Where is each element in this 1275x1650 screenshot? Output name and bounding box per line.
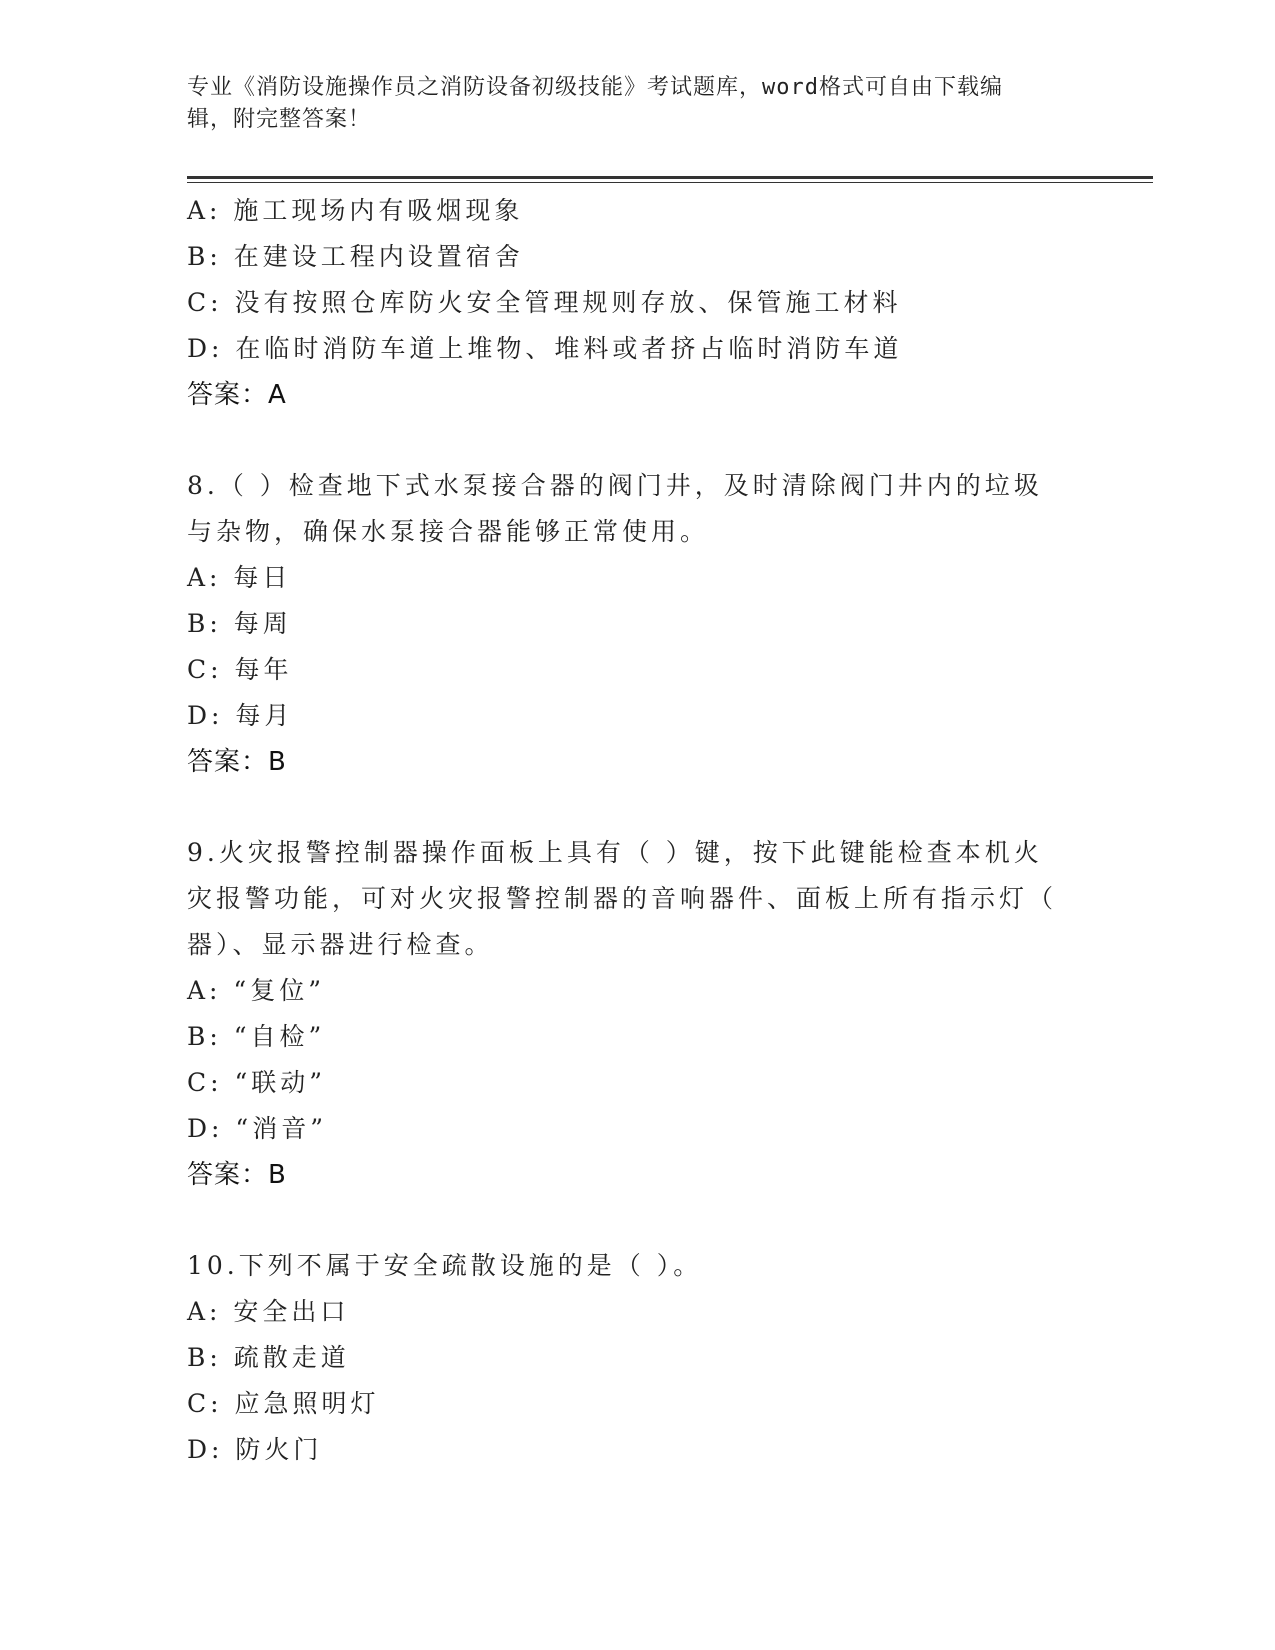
spacer — [187, 1198, 1067, 1243]
option-d: D: 每月 — [187, 701, 294, 730]
answer-line: 答案：B — [187, 747, 287, 777]
question-stem-line: 8.（ ）检查地下式水泵接合器的阀门井，及时清除阀门井内的垃圾 — [187, 471, 1043, 500]
question-stem-line: 与杂物，确保水泵接合器能够正常使用。 — [187, 517, 710, 546]
answer-line: 答案：B — [187, 1160, 287, 1190]
spacer — [187, 785, 1067, 830]
option-d: D: 防火门 — [187, 1435, 323, 1464]
question-stem-line: 器）、显示器进行检查。 — [187, 930, 494, 959]
option-b: B: 每周 — [187, 609, 292, 638]
document-header — [187, 72, 1067, 136]
option-b: B: 疏散走道 — [187, 1343, 350, 1372]
option-c: C: “联动” — [187, 1068, 327, 1097]
option-b: B: “自检” — [187, 1022, 326, 1051]
header-line-1: 专业《消防设施操作员之消防设备初级技能》考试题库，word格式可自由下载编 — [187, 75, 1003, 100]
question-10 — [187, 1243, 1067, 1473]
option-a: A: 每日 — [187, 563, 292, 592]
option-d: D: 在临时消防车道上堆物、堆料或者挤占临时消防车道 — [187, 334, 903, 363]
question-stem-line: 10.下列不属于安全疏散设施的是（ ）。 — [187, 1251, 703, 1280]
header-line-2: 辑，附完整答案！ — [187, 107, 372, 132]
option-a: A: “复位” — [187, 976, 325, 1005]
spacer — [187, 418, 1067, 463]
option-d: D: “消音” — [187, 1114, 327, 1143]
option-a: A: 安全出口 — [187, 1297, 350, 1326]
question-list — [187, 188, 1067, 1473]
option-c: C: 应急照明灯 — [187, 1389, 380, 1418]
question-8 — [187, 463, 1067, 785]
header-divider-thin — [187, 182, 1153, 183]
question-7-continued — [187, 188, 1067, 418]
question-stem-line: 9.火灾报警控制器操作面板上具有（ ）键，按下此键能检查本机火 — [187, 838, 1043, 867]
question-stem-line: 灾报警功能，可对火灾报警控制器的音响器件、面板上所有指示灯（ — [187, 884, 1058, 913]
header-divider-thick — [187, 176, 1153, 179]
option-b: B: 在建设工程内设置宿舍 — [187, 242, 524, 271]
option-a: A: 施工现场内有吸烟现象 — [187, 196, 524, 225]
option-c: C: 没有按照仓库防火安全管理规则存放、保管施工材料 — [187, 288, 902, 317]
option-c: C: 每年 — [187, 655, 293, 684]
question-9 — [187, 830, 1067, 1198]
answer-line: 答案：A — [187, 380, 287, 410]
